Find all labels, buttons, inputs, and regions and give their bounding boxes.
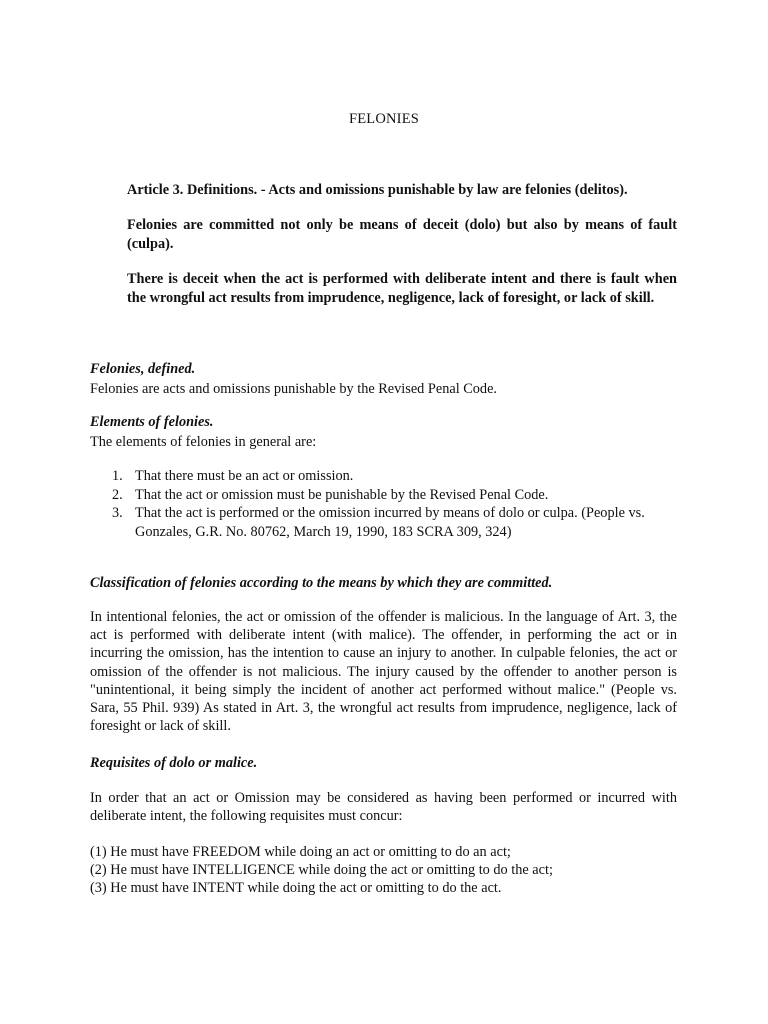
- section-requisites-heading-block: [90, 754, 677, 774]
- list-item: [112, 467, 677, 486]
- list-item: (2) He must have INTELLIGENCE while doing the act or omitting to do the act;: [90, 862, 553, 879]
- elements-list: [112, 467, 677, 541]
- section-felonies-defined: [90, 360, 677, 399]
- section-heading: Elements of felonies.: [90, 414, 214, 430]
- article-3-deceit-fault: There is deceit when the act is performed with deliberate intent and there is fault when the wrongful act results from imprudence, negligence, lack of foresight, or lack of skill.: [127, 271, 677, 306]
- section-elements: [90, 413, 677, 452]
- list-item-text: That the act or omission must be punishable by the Revised Penal Code.: [135, 486, 549, 503]
- section-text: The elements of felonies in general are:: [90, 433, 317, 450]
- section-text: Felonies are acts and omissions punishable by the Revised Penal Code.: [90, 380, 497, 397]
- article-3-definition: Article 3. Definitions. - Acts and omissions punishable by law are felonies (delitos).: [127, 182, 628, 198]
- list-item: [112, 486, 677, 505]
- section-heading: Felonies, defined.: [90, 361, 196, 377]
- list-item: (1) He must have FREEDOM while doing an act or omitting to do an act;: [90, 844, 511, 860]
- list-item: [112, 504, 677, 541]
- section-classification-heading-block: [90, 574, 677, 594]
- article-3-dolo-culpa: Felonies are committed not only be means of deceit (dolo) but also by means of fault (culpa).: [127, 217, 677, 252]
- list-item-text: That the act is performed or the omission incurred by means of dolo or culpa. (People vs. Gonzales, G.R. No. 80762, March 19, 1990, 183 SCRA 309, 324): [135, 505, 645, 540]
- requisites-list: [90, 843, 677, 898]
- list-number: 3.: [112, 505, 123, 521]
- section-heading: Classification of felonies according to the means by which they are committed.: [90, 575, 553, 591]
- section-requisites-intro: In order that an act or Omission may be considered as having been performed or incurred with deliberate intent, the following requisites must concur:: [90, 790, 677, 825]
- list-number: 2.: [112, 486, 123, 503]
- list-item: (3) He must have INTENT while doing the act or omitting to do the act.: [90, 880, 502, 897]
- section-heading: Requisites of dolo or malice.: [90, 755, 258, 771]
- page-title: FELONIES: [348, 111, 420, 127]
- list-number: 1.: [112, 468, 123, 484]
- list-item-text: That there must be an act or omission.: [135, 468, 354, 484]
- section-classification-text: In intentional felonies, the act or omission of the offender is malicious. In the language of Art. 3, the act is performed with deliberate intent (with malice). The offender, in performing the act or in incurring the omission, has the intention to cause an injury to another. In culpable felonies, the act or omission of the offender is not malicious. The injury caused by the offender to another person is "unintentional, it being simply the incident of another act performed without malice." (People vs. Sara, 55 Phil. 939) As stated in Art. 3, the wrongful act results from imprudence, negligence, lack of foresight or lack of skill.: [90, 609, 677, 735]
